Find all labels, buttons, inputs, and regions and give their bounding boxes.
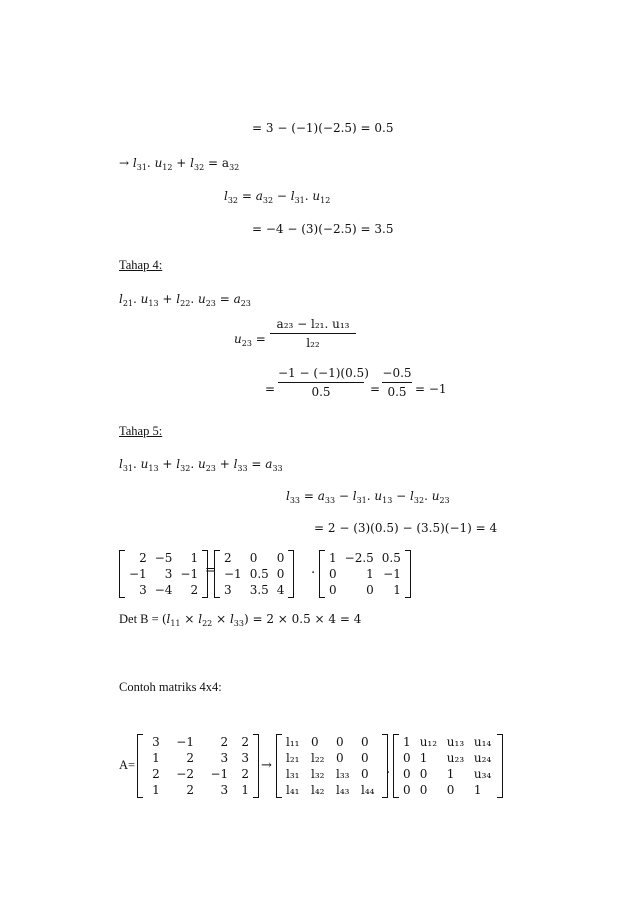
fraction-2: [382, 366, 412, 399]
matrix-l4-cell: l₄₁: [286, 783, 300, 797]
matrix-row: [220, 582, 288, 598]
matrix-u-cell: 1: [393, 583, 401, 597]
matrix-u4-cell: 0: [419, 783, 428, 797]
matrix-l4-cell: 0: [311, 735, 319, 749]
fraction-1-numerator: −1 − (−1)(0.5): [278, 366, 369, 380]
matrix-row: [399, 766, 497, 782]
matrix-l4-cell: 0: [336, 735, 344, 749]
matrix-a-cell: −1: [129, 567, 147, 581]
fraction-2-denominator: 0.5: [387, 385, 407, 399]
equation-line-3: $l_{32} = a_{32} - l_{31}$. $u_{12}$: [224, 189, 331, 205]
arrow-icon: →: [261, 758, 272, 773]
matrix-l-cell: 4: [276, 583, 285, 597]
matrix-u4-cell: 0: [403, 751, 411, 765]
matrix-row: [282, 750, 382, 766]
matrix-row: [282, 782, 382, 798]
matrix-row: [399, 734, 497, 750]
matrix-u4-cell: u₃₄: [473, 767, 492, 781]
eq-sign-1: =: [265, 382, 276, 396]
matrix-a4-cell: 1: [152, 783, 160, 797]
matrix-u4-cell: u₁₃: [446, 735, 465, 749]
matrix-row: [143, 766, 253, 782]
matrix-a-cell: 2: [139, 551, 147, 565]
u23-fraction: [270, 317, 356, 350]
matrix-u4-cell: 1: [403, 735, 411, 749]
matrix-l4-cell: l₄₂: [311, 783, 325, 797]
equation-line-6: $l_{21}$. $u_{13} + l_{22}$. $u_{23} = a_{23}$: [119, 292, 251, 308]
matrix-a4-cell: 2: [186, 783, 194, 797]
tahap-4-heading: Tahap 4:: [119, 258, 163, 272]
matrix-l4-cell: l₂₂: [311, 751, 325, 765]
matrix-a4-cell: 2: [241, 767, 249, 781]
matrix-u4-cell: u₁₂: [419, 735, 438, 749]
matrix-l4-cell: 0: [361, 767, 369, 781]
matrix-u4-cell: 0: [419, 767, 428, 781]
matrix-u4-cell: 1: [473, 783, 482, 797]
matrix-l-cell: 0: [276, 551, 285, 565]
matrix-u4-cell: u₂₃: [446, 751, 465, 765]
matrix-u-cell: 1: [329, 551, 337, 565]
tahap-5-heading: Tahap 5:: [119, 424, 163, 438]
matrix-u-cell: 1: [366, 567, 374, 581]
matrix-l4-cell: 0: [361, 751, 369, 765]
equation-line-4: = −4 − (3)(−2.5) = 3.5: [252, 222, 394, 236]
eq-sign-2: =: [370, 382, 381, 396]
matrix-u4-cell: 0: [403, 767, 411, 781]
matrix-a-cell: −1: [180, 567, 199, 581]
matrix-a-cell: 3: [139, 583, 147, 597]
matrix-u4-cell: u₁₄: [473, 735, 492, 749]
matrix-row: [125, 582, 202, 598]
equation-line-8: $l_{31}$. $u_{13} + l_{32}$. $u_{23} + l_{33} = a_{33}$: [119, 457, 283, 473]
matrix-u4-cell: 1: [446, 767, 455, 781]
matrix-a-cell: 3: [164, 567, 173, 581]
u23-numerator: a₂₃ − l₂₁. u₁₃: [276, 317, 350, 331]
matrix-a4-cell: 3: [220, 751, 229, 765]
matrix-l4-cell: l₃₃: [336, 767, 350, 781]
matrix-a4-cell: 3: [241, 751, 249, 765]
matrix-l4-cell: l₄₃: [336, 783, 350, 797]
matrix-a4-cell: 1: [241, 783, 249, 797]
matrix-l-4x4: [276, 734, 391, 798]
contoh-heading: Contoh matriks 4x4:: [119, 680, 222, 694]
matrix-a4-cell: 2: [220, 735, 229, 749]
matrix-a4-cell: 3: [220, 783, 229, 797]
matrix-row: [399, 782, 497, 798]
equation-line-10: = 2 − (3)(0.5) − (3.5)(−1) = 4: [314, 521, 498, 535]
matrix-u4-cell: u₂₄: [473, 751, 492, 765]
matrix-row: [125, 550, 202, 566]
matrix-row: [399, 750, 497, 766]
matrix-row: [325, 566, 405, 582]
matrix-l4-cell: l₂₁: [286, 751, 300, 765]
matrix-a-4x4: [137, 734, 259, 798]
matrix-row: [325, 550, 405, 566]
matrix-u-cell: −1: [383, 567, 401, 581]
matrix-l-cell: 0: [276, 567, 285, 581]
matrix-u-cell: −2.5: [344, 551, 374, 565]
arrow-icon: →: [119, 156, 130, 170]
matrix-row: [143, 750, 253, 766]
matrix-a4-cell: −1: [210, 767, 229, 781]
matrix-u-cell: 0: [329, 583, 337, 597]
matrix-row: [220, 550, 288, 566]
matrix-a4-cell: −1: [176, 735, 194, 749]
matrix-a4-cell: 2: [152, 767, 160, 781]
matrix-row: [220, 566, 288, 582]
matrix-a4-cell: −2: [176, 767, 194, 781]
matrix-dot-4x4: .: [386, 762, 391, 777]
matrix-l-cell: 0: [249, 551, 258, 565]
matrix-equals: =: [205, 563, 216, 578]
matrix-row: [282, 734, 382, 750]
det-b-line: Det $B = (l_{11} \times l_{22} \times l_{33}) = 2 \times 0.5 \times 4 = 4$: [119, 612, 362, 628]
matrix-dot: .: [311, 562, 316, 577]
matrix-u4-cell: 0: [446, 783, 455, 797]
matrix-l4-cell: l₃₂: [311, 767, 325, 781]
matrix-l4-cell: l₁₁: [286, 735, 300, 749]
matrix-a-cell: −4: [154, 583, 173, 597]
fraction-1: [278, 366, 369, 399]
u23-denominator: l₂₂: [306, 336, 320, 350]
matrix-u-4x4: [393, 734, 503, 798]
matrix-a4-cell: 2: [241, 735, 249, 749]
equals-a: = a: [208, 156, 230, 170]
matrix-u4-cell: 1: [419, 751, 428, 765]
matrix-l4-cell: 0: [336, 751, 344, 765]
det-b-expression: = 2 × 0.5 × 4 = 4: [252, 612, 362, 626]
matrix-l-3x3: [214, 550, 294, 598]
matrix-a4-cell: 2: [186, 751, 194, 765]
matrix-u4-cell: 0: [403, 783, 411, 797]
matrix-u-cell: 0: [366, 583, 374, 597]
matrix-l4-cell: l₄₄: [361, 783, 375, 797]
matrix-l-cell: 2: [224, 551, 232, 565]
fraction-result: = −1: [415, 382, 447, 396]
matrix-row: [143, 782, 253, 798]
a-equals-label: A=: [119, 758, 136, 772]
matrix-a-cell: 1: [190, 551, 199, 565]
matrix-l-cell: 3: [224, 583, 232, 597]
equation-line-1: = 3 − (−1)(−2.5) = 0.5: [252, 121, 394, 135]
matrix-l-cell: 0.5: [249, 567, 269, 581]
matrix-a-3x3: [119, 550, 208, 598]
equation-line-2: → $l_{31}$. $u_{12} + l_{32} = a_{32}$: [119, 156, 240, 172]
equation-line-9: $l_{33} = a_{33} - l_{31}$. $u_{13} - l_{32}$. $u_{23}$: [286, 489, 450, 505]
matrix-row: [282, 766, 382, 782]
fraction-2-numerator: −0.5: [382, 366, 412, 380]
matrix-row: [125, 566, 202, 582]
det-b-label: Det B =: [119, 612, 162, 626]
matrix-a-cell: 2: [190, 583, 199, 597]
matrix-row: [143, 734, 253, 750]
matrix-row: [325, 582, 405, 598]
matrix-a-cell: −5: [154, 551, 173, 565]
matrix-l4-cell: 0: [361, 735, 369, 749]
matrix-u-cell: 0: [329, 567, 337, 581]
matrix-a4-cell: 3: [152, 735, 160, 749]
matrix-u-cell: 0.5: [381, 551, 401, 565]
fraction-1-denominator: 0.5: [311, 385, 331, 399]
matrix-a4-cell: 1: [152, 751, 160, 765]
matrix-l-cell: −1: [224, 567, 242, 581]
matrix-l-cell: 3.5: [249, 583, 269, 597]
matrix-l4-cell: l₃₁: [286, 767, 300, 781]
u23-lhs: $u_{23}$ =: [234, 332, 266, 348]
matrix-u-3x3: [319, 550, 411, 598]
